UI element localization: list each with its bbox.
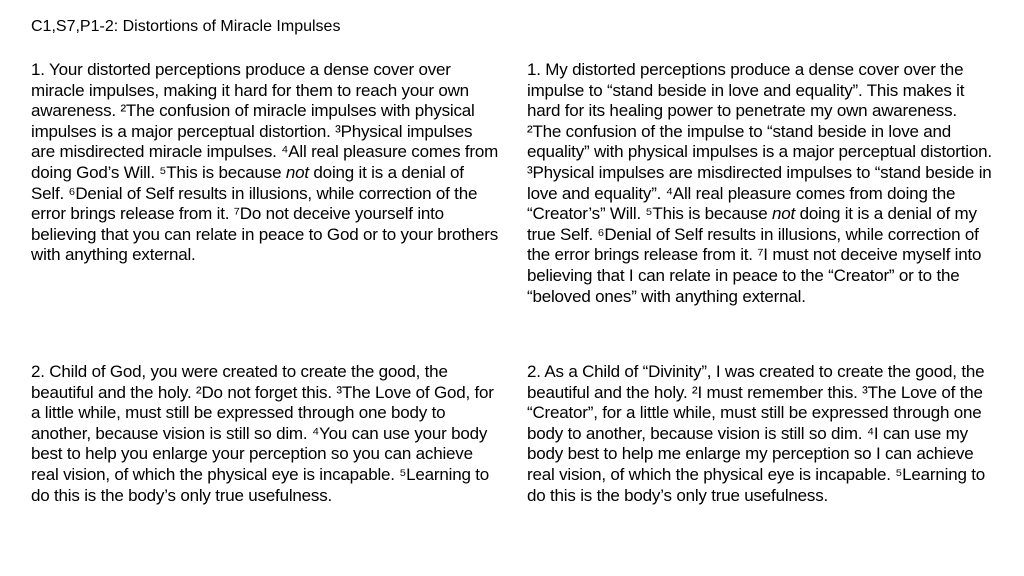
- text-run: doing it is a denial of my true Self. ⁶Denial of Self results in illusions, while correction of the error brings release from it. ⁷I must not deceive myself into believing that I can relate in peace to the “Creator” or to the “beloved ones” with anything external.: [527, 204, 982, 306]
- text-run: 2. Child of God, you were created to create the good, the beautiful and the holy. ²Do not forget this. ³The Love of God, for a little while, must still be expressed through one body to another, because vision is still so dim. ⁴You can use your body best to help you enlarge your perception so you can achieve real vision, of which the physical eye is incapable. ⁵Learning to do this is the body’s only true usefulness.: [31, 362, 494, 505]
- left-paragraph-1: [31, 60, 499, 266]
- right-paragraph-1-text: [527, 60, 995, 307]
- left-paragraph-2: [31, 362, 499, 506]
- right-paragraph-2-text: [527, 362, 995, 506]
- emphasized-text: not: [285, 162, 309, 182]
- left-paragraph-2-text: [31, 362, 499, 506]
- right-paragraph-1: [527, 60, 995, 307]
- right-paragraph-2: [527, 362, 995, 506]
- text-run: 1. My distorted perceptions produce a dense cover over the impulse to “stand beside in love and equality”. This makes it hard for its healing power to penetrate my own awareness. ²The confusion of the impulse to “stand beside in love and equality” with physical impulses is a major perceptual distortion. ³Physical impulses are misdirected impulses to “stand beside in love and equality”. ⁴All real pleasure comes from doing the “Creator’s” Will. ⁵This is because: [527, 60, 992, 224]
- left-paragraph-1-text: [31, 60, 499, 266]
- slide-title: C1,S7,P1-2: Distortions of Miracle Impulses: [31, 18, 341, 35]
- text-run: 2. As a Child of “Divinity”, I was created to create the good, the beautiful and the holy. ²I must remember this. ³The Love of the “Creator”, for a little while, must still be expressed through one body to another, because vision is still so dim. ⁴I can use my body best to help me enlarge my perception so I can achieve real vision, of which the physical eye is incapable. ⁵Learning to do this is the body’s only true usefulness.: [527, 362, 986, 505]
- text-run: doing it is a denial of Self. ⁶Denial of Self results in illusions, while correction of the error brings release from it. ⁷Do not deceive yourself into believing that you can relate in peace to God or to your brothers with anything external.: [31, 162, 499, 265]
- text-run: 1. Your distorted perceptions produce a dense cover over miracle impulses, making it hard for them to reach your own awareness. ²The confusion of miracle impulses with physical impulses is a major perceptual distortion. ³Physical impulses are misdirected miracle impulses. ⁴All real pleasure comes from doing God’s Will. ⁵This is because: [31, 60, 499, 182]
- emphasized-text: not: [772, 204, 796, 224]
